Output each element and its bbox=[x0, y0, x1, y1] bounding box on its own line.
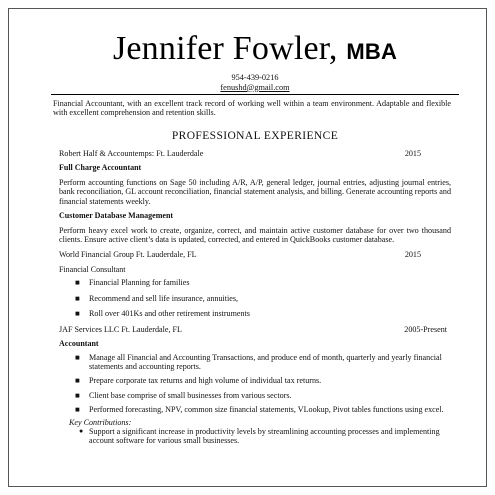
list-item bbox=[59, 278, 451, 287]
job-employer: World Financial Group Ft. Lauderdale, FL bbox=[59, 250, 197, 260]
list-item-text: Recommend and sell life insurance, annuities, bbox=[89, 293, 239, 303]
credential: MBA bbox=[346, 39, 398, 64]
list-item bbox=[59, 391, 451, 400]
role-description: Perform heavy excel work to create, organize, correct, and maintain active customer database for over two thousand clients. Ensure active client’s data is updated, corrected, and entered in QuickBooks customer database. bbox=[59, 225, 451, 244]
job-dates: 2015 bbox=[404, 148, 421, 158]
job-header bbox=[59, 250, 451, 260]
job-header bbox=[59, 325, 451, 335]
bullet-icon: ■ bbox=[75, 405, 80, 415]
contact-block bbox=[59, 73, 451, 92]
bullet-icon: ■ bbox=[75, 278, 80, 288]
bullet-icon: ■ bbox=[75, 390, 80, 400]
role-description: Perform accounting functions on Sage 50 including A/R, A/P, general ledger, journal entries, adjusting journal entries, bank reconciliation, GL account reconciliation, financial statement analysis, and billing. Generate accounting reports and financial statements weekly. bbox=[59, 177, 451, 206]
bullet-icon: ■ bbox=[75, 376, 80, 386]
resume-name bbox=[59, 31, 451, 70]
section-heading-experience: PROFESSIONAL EXPERIENCE bbox=[171, 129, 339, 142]
phone: 954-439-0216 bbox=[231, 73, 279, 82]
list-item-text: Prepare corporate tax returns and high volume of individual tax returns. bbox=[89, 376, 322, 386]
job-dates: 2015 bbox=[404, 250, 421, 260]
contributions-label: Key Contributions: bbox=[69, 417, 132, 427]
list-item bbox=[59, 376, 451, 385]
job-employer: JAF Services LLC Ft. Lauderdale, FL bbox=[59, 324, 182, 334]
list-item bbox=[59, 427, 451, 445]
email-link[interactable]: fenushd@gmail.com bbox=[220, 82, 290, 92]
list-item bbox=[59, 309, 451, 318]
job-robert-half bbox=[59, 149, 451, 245]
job-header bbox=[59, 149, 451, 159]
bullet-icon: ■ bbox=[75, 352, 80, 362]
list-item bbox=[59, 405, 451, 414]
list-item-text: Performed forecasting, NPV, common size financial statements, VLookup, Pivot tables functions using excel. bbox=[89, 405, 444, 415]
list-item bbox=[59, 294, 451, 303]
job-employer: Robert Half & Accountemps: Ft. Lauderdale bbox=[59, 148, 204, 158]
summary: Financial Accountant, with an excellent track record of working well within a team environment. Adaptable and flexible with excellent comprehension and retention skills. bbox=[53, 99, 451, 118]
header-divider bbox=[51, 94, 459, 95]
bullet-list bbox=[59, 353, 451, 415]
bullet-icon: ■ bbox=[75, 293, 80, 303]
list-item-text: Client base comprise of small businesses from various sectors. bbox=[89, 390, 292, 400]
resume-page bbox=[53, 30, 451, 446]
role-title: Accountant bbox=[59, 339, 99, 349]
list-item-text: Support a significant increase in productivity levels by streamlining accounting processes and implementing account software for various small businesses. bbox=[89, 427, 440, 446]
contributions-list bbox=[59, 427, 451, 445]
job-dates: 2005-Present bbox=[404, 324, 447, 334]
list-item-text: Manage all Financial and Accounting Transactions, and produce end of month, quarterly and yearly financial statements and accounting reports. bbox=[89, 352, 442, 371]
job-jaf-services bbox=[59, 325, 451, 446]
bullet-icon: ■ bbox=[75, 309, 80, 319]
list-item-text: Financial Planning for families bbox=[89, 278, 190, 288]
bullet-list bbox=[59, 278, 451, 318]
role-title: Financial Consultant bbox=[59, 264, 126, 274]
job-world-financial bbox=[59, 250, 451, 318]
name-text: Jennifer Fowler, bbox=[112, 30, 338, 67]
role-title: Customer Database Management bbox=[59, 211, 174, 221]
list-item bbox=[59, 353, 451, 372]
list-item-text: Roll over 401Ks and other retirement instruments bbox=[89, 309, 250, 319]
role-title: Full Charge Accountant bbox=[59, 163, 142, 173]
bullet-icon: ● bbox=[79, 427, 84, 435]
document-frame bbox=[8, 8, 487, 487]
